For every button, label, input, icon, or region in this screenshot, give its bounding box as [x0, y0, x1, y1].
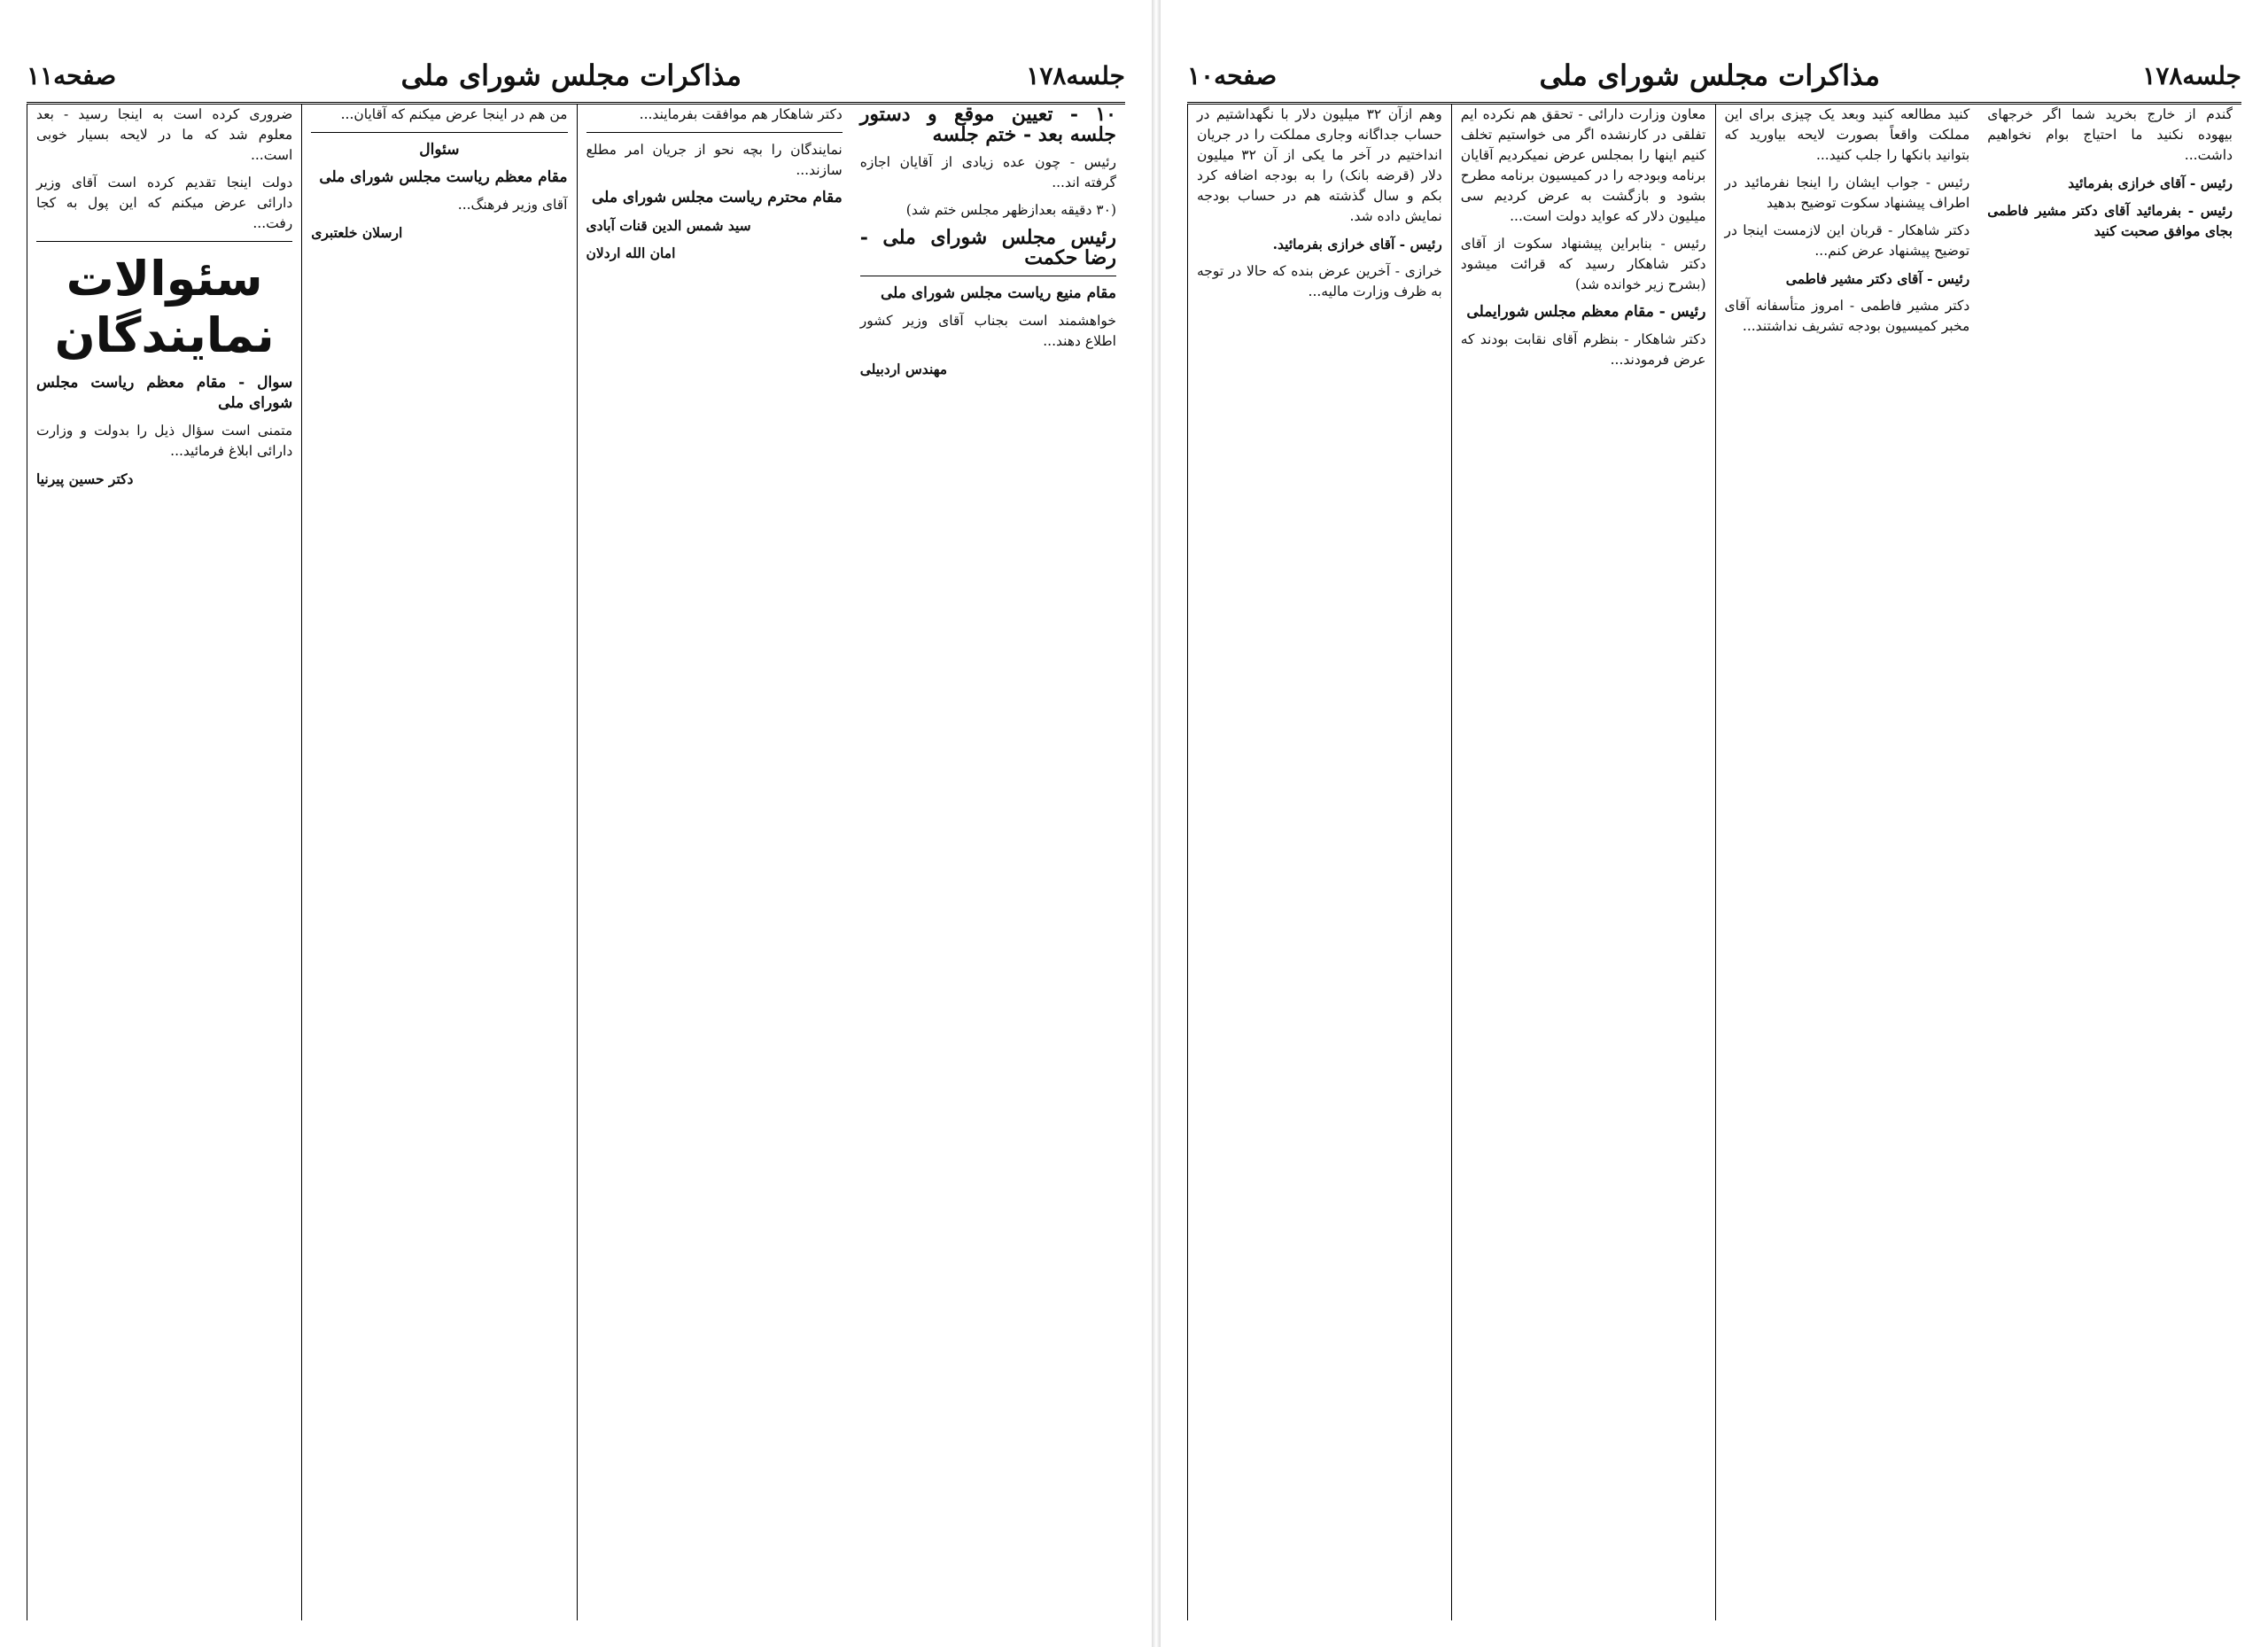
text-paragraph: سوال - مقام معظم ریاست مجلس شورای ملی [36, 374, 293, 412]
left-col-3 [577, 105, 851, 1620]
text-paragraph: مقام معظم ریاست مجلس شورای ملی [319, 168, 568, 186]
signature: امان الله اردلان [586, 245, 676, 261]
signature: سید شمس الدین قنات آبادی [586, 217, 751, 234]
right-page [1161, 0, 2268, 1647]
text-paragraph: دکتر مشیر فاطمی - امروز متأسفانه آقای مخبر کمیسیون بودجه تشریف نداشتند... [1724, 298, 1970, 334]
text-paragraph: نمایندگان را بچه نحو از جریان امر مطلع سازند... [586, 142, 843, 178]
text-paragraph: رئیس - آقای خرازی بفرمائید [2068, 175, 2233, 191]
left-session: جلسه۱۷۸ [1026, 60, 1125, 90]
right-header [1187, 49, 2241, 105]
left-page-title: مذاکرات مجلس شورای ملی [400, 58, 742, 92]
left-header [27, 49, 1125, 105]
signature: رئیس مجلس شورای ملی - رضا حکمت [859, 226, 1116, 269]
text-paragraph: دکتر شاهکار - بنظرم آقای نقابت بودند که عرض فرمودند... [1460, 331, 1706, 368]
page-gutter [1152, 0, 1161, 1647]
text-paragraph: معاون وزارت دارائی - تحقق هم نکرده ایم تفلقی در کارنشده اگر می خواستیم تخلف کنیم اینها را بمجلس عرض نمیکردیم آقایان برنامه وبودجه را در کمیسیون برنامه مطرح بشود و بازگشت به عرض کردیم سی میلیون دلار که عواید دولت است... [1460, 106, 1706, 224]
text-paragraph: مقام منیع ریاست مجلس شورای ملی [880, 284, 1116, 302]
signature: ارسلان خلعتبری [311, 224, 403, 241]
text-paragraph: متمنی است سؤال ذیل را بدولت و وزارت دارائی ابلاغ فرمائید... [36, 423, 293, 459]
text-paragraph: دکتر شاهکار هم موافقت بفرمایند... [639, 106, 843, 122]
text-paragraph: کنید مطالعه کنید وبعد یک چیزی برای این مملکت واقعاً بصورت لایحه بیاورید که بتوانید بانکها را جلب کنید... [1724, 106, 1970, 163]
text-paragraph: رئیس - آقای خرازی بفرمائید. [1272, 236, 1442, 252]
text-paragraph: مقام محترم ریاست مجلس شورای ملی [592, 189, 843, 206]
text-paragraph: رئیس - چون عده زیادی از آقایان اجازه گرفته اند... [859, 154, 1116, 190]
text-paragraph: رئیس - مقام معظم مجلس شورایملی [1466, 303, 1706, 321]
signature: دکتر حسین پیرنیا [36, 470, 134, 487]
text-paragraph: من هم در اینجا عرض میکنم که آقایان... [340, 106, 568, 122]
left-col-4 [851, 105, 1125, 1620]
right-page-title: مذاکرات مجلس شورای ملی [1539, 58, 1880, 92]
text-paragraph: دکتر شاهکار - قربان این لازمست اینجا در توضیح پیشنهاد عرض کنم... [1724, 222, 1970, 259]
text-paragraph: آقای وزیر فرهنگ... [457, 197, 568, 213]
text-paragraph: (۳۰ دقیقه بعدازظهر مجلس ختم شد) [905, 202, 1116, 218]
text-paragraph: رئیس - آقای دکتر مشیر فاطمی [1785, 270, 1970, 287]
section-heading: ۱۰ - تعیین موقع و دستور جلسه بعد - ختم جلسه [859, 105, 1116, 146]
right-session: جلسه۱۷۸ [2142, 60, 2241, 90]
left-columns [27, 105, 1125, 1620]
text-paragraph: وهم ازآن ۳۲ میلیون دلار با نگهداشتیم در حساب جداگانه وجاری مملکت را در جریان انداختیم در آخر ما یکی از آن ۳۲ میلیون دلار (قرضه بانک) را به بودجه اضافه کرد بکم و سال گذشته هم در حساب بودجه نمایش داده شد. [1197, 106, 1442, 224]
right-col-4 [1978, 105, 2241, 1620]
right-col-2 [1451, 105, 1715, 1620]
text-paragraph: رئیس - بنابراین پیشنهاد سکوت از آقای دکتر شاهکار رسید که قرائت میشود (بشرح زیر خوانده شد) [1460, 236, 1706, 292]
questions-heading: سئوالات نمایندگان [54, 251, 275, 363]
text-paragraph: گندم از خارج بخرید شما اگر خرجهای بیهوده نکنید ما احتیاج بوام نخواهیم داشت... [1987, 106, 2233, 163]
right-columns [1187, 105, 2241, 1620]
text-paragraph: رئیس - بفرمائید آقای دکتر مشیر فاطمی بجای موافق صحبت کنید [1987, 202, 2233, 239]
right-page-number: صفحه۱۰ [1187, 60, 1278, 90]
text-paragraph: دولت اینجا تقدیم کرده است آقای وزیر دارائی عرض میکنم که این پول به کجا رفت... [36, 175, 293, 231]
text-paragraph: ضروری کرده است به اینجا رسید - بعد معلوم شد که ما در لایحه بسیار خوبی است... [36, 106, 293, 163]
signature: مهندس اردبیلی [859, 361, 948, 377]
left-col-1 [27, 105, 301, 1620]
text-paragraph: خواهشمند است بجناب آقای وزیر کشور اطلاع دهند... [859, 313, 1116, 349]
text-paragraph: رئیس - جواب ایشان را اینجا نفرمائید در اطراف پیشنهاد سکوت توضیح بدهید [1724, 175, 1970, 211]
right-col-1 [1187, 105, 1451, 1620]
left-col-2 [301, 105, 576, 1620]
right-col-3 [1715, 105, 1979, 1620]
left-page-number: صفحه۱۱ [27, 60, 117, 90]
subheading: سئوال [419, 141, 460, 159]
text-paragraph: خرازی - آخرین عرض بنده که حالا در توجه به ظرف وزارت مالیه... [1197, 263, 1442, 299]
